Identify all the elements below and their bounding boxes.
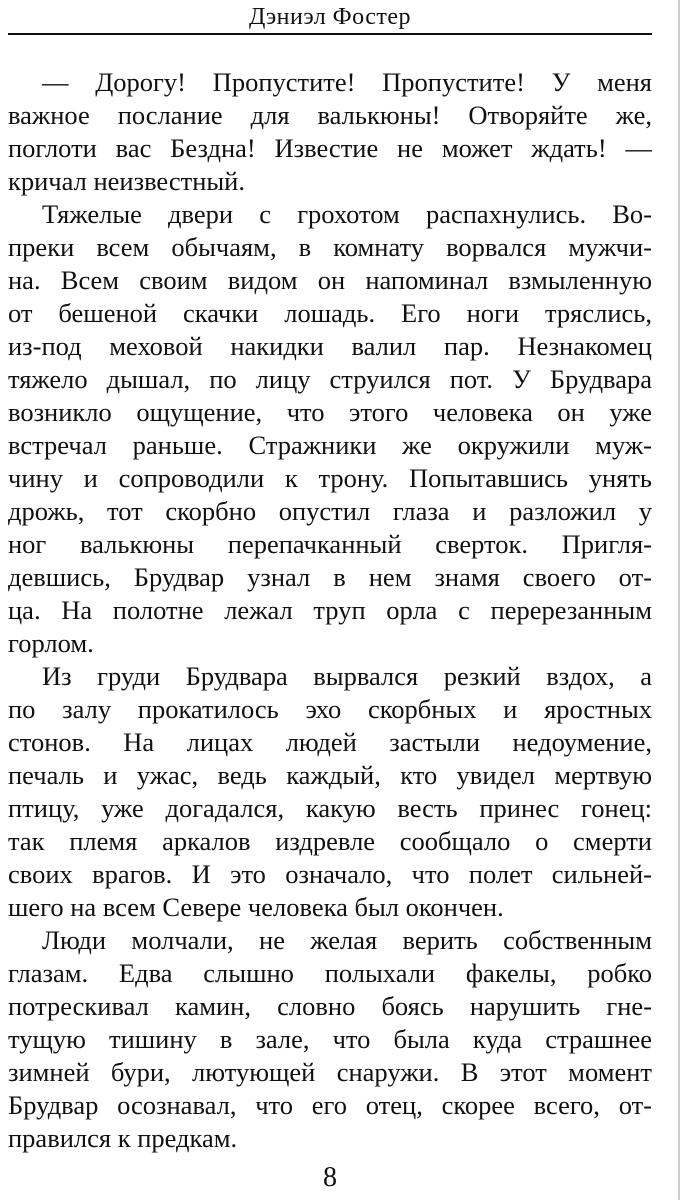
- text-line: девшись, Брудвар узнал в нем знамя своего от-: [8, 562, 652, 592]
- text-line: так племя аркалов издревле сообщало о смерти: [8, 826, 652, 856]
- text-line: на. Всем своим видом он напоминал взмыленную: [8, 265, 652, 295]
- text-line: встречал раньше. Стражники же окружили муж-: [8, 430, 652, 460]
- text-line: зимней бури, лютующей снаружи. В этот момент: [8, 1057, 652, 1087]
- text-line: возникло ощущение, что этого человека он уже: [8, 397, 652, 427]
- text-line: по залу прокатилось эхо скорбных и яростных: [8, 694, 652, 724]
- paragraph: [8, 198, 652, 660]
- text-line: кричал неизвестный.: [8, 166, 245, 196]
- text-line: дрожь, тот скорбно опустил глаза и разложил у: [8, 496, 652, 526]
- body-text: [8, 66, 652, 1155]
- text-line: горлом.: [8, 628, 94, 658]
- text-line: птицу, уже догадался, какую весть принес гонец:: [8, 793, 652, 823]
- text-line: правился к предкам.: [8, 1123, 238, 1153]
- paragraph: [8, 66, 652, 198]
- text-line: поглоти вас Бездна! Известие не может ждать! —: [8, 133, 652, 163]
- text-line: из-под меховой накидки валил пар. Незнакомец: [8, 331, 652, 361]
- text-line: тущую тишину в зале, что была куда страшнее: [8, 1024, 652, 1054]
- text-line: ца. На полотне лежал труп орла с перерезанным: [8, 595, 652, 625]
- text-line: стонов. На лицах людей застыли недоумение,: [8, 727, 652, 757]
- text-line: тяжело дышал, по лицу струился пот. У Брудвара: [8, 364, 652, 394]
- page-number: 8: [323, 1162, 337, 1193]
- text-line: Тяжелые двери с грохотом распахнулись. Во-: [42, 199, 652, 229]
- text-line: шего на всем Севере человека был окончен.: [8, 892, 504, 922]
- paragraph: [8, 660, 652, 924]
- running-head-author: Дэниэл Фостер: [248, 4, 412, 30]
- text-line: от бешеной скачки лошадь. Его ноги тряслись,: [8, 298, 652, 328]
- text-line: Брудвар осознавал, что его отец, скорее всего, от-: [8, 1090, 652, 1120]
- text-line: чину и сопроводили к трону. Попытавшись унять: [8, 463, 652, 493]
- text-line: своих врагов. И это означало, что полет сильней-: [8, 859, 652, 889]
- paragraph: [8, 924, 652, 1155]
- text-line: важное послание для валькюны! Отворяйте же,: [8, 100, 652, 130]
- text-line: потрескивал камин, словно боясь нарушить гне-: [8, 991, 652, 1021]
- text-line: глазам. Едва слышно полыхали факелы, робко: [8, 958, 652, 988]
- text-line: Люди молчали, не желая верить собственным: [42, 925, 652, 955]
- text-line: печаль и ужас, ведь каждый, кто увидел мертвую: [8, 760, 652, 790]
- header-rule: [8, 33, 652, 35]
- text-line: преки всем обычаям, в комнату ворвался мужчи-: [8, 232, 652, 262]
- text-line: — Дорогу! Пропустите! Пропустите! У меня: [42, 67, 652, 97]
- text-line: Из груди Брудвара вырвался резкий вздох, а: [42, 661, 652, 691]
- text-line: ног валькюны перепачканный сверток. Пригля-: [8, 529, 652, 559]
